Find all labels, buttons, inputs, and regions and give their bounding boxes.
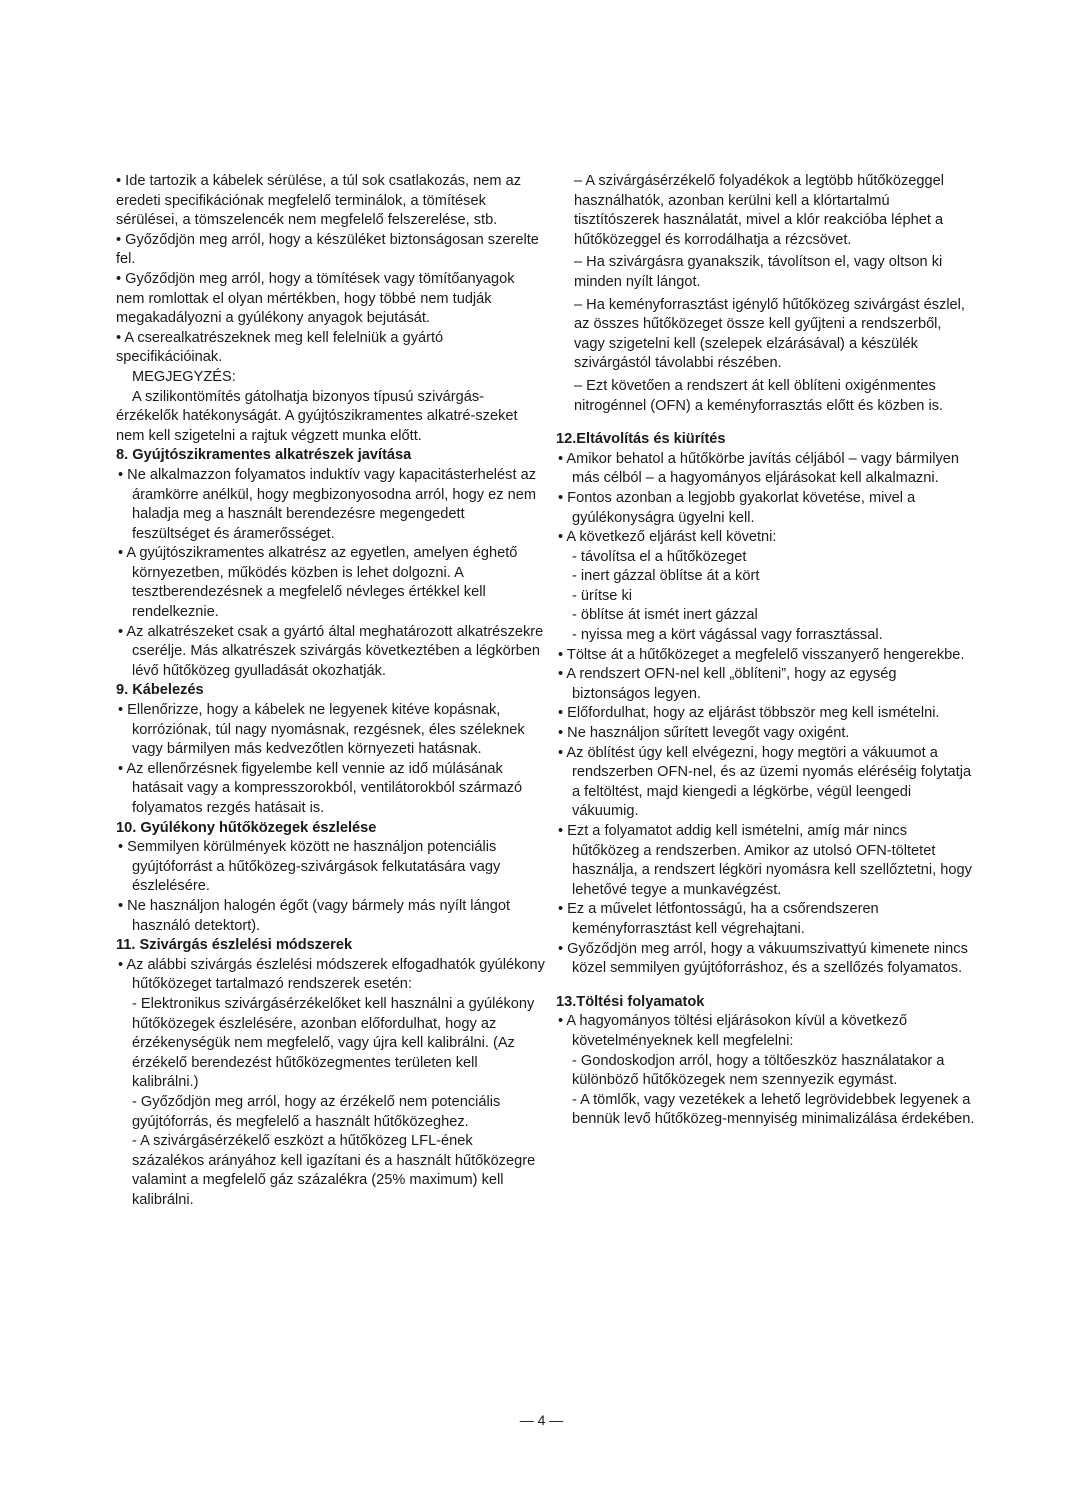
- section-12-heading: 12.Eltávolítás és kiürítés: [556, 431, 726, 448]
- list-subitem: - Gondoskodjon arról, hogy a töltőeszköz használatakor a különböző hűtőközegek nem szennyezik egymást.: [572, 1052, 945, 1089]
- list-item: • Fontos azonban a legjobb gyakorlat követése, mivel a gyúlékonyságra ügyelni kell.: [558, 489, 916, 526]
- list-subitem: - A tömlők, vagy vezetékek a lehető legrövidebbek legyenek a bennük levő hűtőközeg-mennyiség minimalizálása érdekében.: [572, 1091, 975, 1128]
- list-subitem: - A szivárgásérzékelő eszközt a hűtőközeg LFL-ének százalékos arányához kell igazítani és a használt hűtőközegre valamint a megfelelő gáz százalékra (25% maximum) kell kalibrálni.: [132, 1133, 536, 1208]
- list-item: • Ne használjon halogén égőt (vagy bármely más nyílt lángot használó detektort).: [118, 897, 511, 934]
- step-item: - öblítse át ismét inert gázzal: [572, 607, 758, 624]
- list-item: • Ellenőrizze, hogy a kábelek ne legyenek kitéve kopásnak, korróziónak, túl nagy nyomásnak, rezgésnek, éles széleknek vagy bármilyen más kedvezőtlen környezeti hatásnak.: [118, 702, 525, 758]
- list-item: • Előfordulhat, hogy az eljárást többször meg kell ismételni.: [558, 705, 940, 722]
- list-item: • Amikor behatol a hűtőkörbe javítás céljából – vagy bármilyen más célból – a hagyományos eljárásokat kell alkalmazni.: [558, 450, 959, 487]
- step-item: - nyissa meg a kört vágással vagy forrasztással.: [572, 627, 883, 644]
- list-subitem: - Győződjön meg arról, hogy az érzékelő nem potenciális gyújtóforrás, és megfelelő a használt hűtőközeghez.: [132, 1093, 501, 1130]
- left-column: [116, 172, 546, 1210]
- paragraph: • A cserealkatrészeknek meg kell felelniük a gyártó specifikációinak.: [116, 329, 444, 366]
- list-subitem: - Elektronikus szivárgásérzékelőket kell használni a gyúlékony hűtőközegek észlelésére, azonban előfordulhat, hogy az érzékenységük nem megfelelő, vagy újra kell kalibrálni. (Az érzékelő berendezést hűtőközegmentes területen kell kalibrálni.): [132, 995, 535, 1091]
- list-item: • Ne használjon sűrített levegőt vagy oxigént.: [558, 725, 850, 742]
- section-10-heading: 10. Gyúlékony hűtőközegek észlelése: [116, 819, 377, 836]
- dash-paragraph: – Ha keményforrasztást igénylő hűtőközeg szivárgást észlel, az összes hűtőközeget össze kell gyűjteni a rendszerből, vagy szigetelni kell (szelepek elzárásával) a készülék szivárgástól távolabbi részében.: [574, 296, 965, 372]
- section-11-heading: 11. Szivárgás észlelési módszerek: [116, 937, 353, 954]
- list-item: • Győződjön meg arról, hogy a vákuumszivattyú kimenete nincs közel semmilyen gyújtóforráshoz, és a szellőzés folyamatos.: [558, 940, 968, 977]
- list-item: • Az alkatrészeket csak a gyártó által meghatározott alkatrészekre cserélje. Más alkatrészek szivárgás következtében a légkörben lévő hűtőközeg gyulladását okozhatják.: [118, 623, 544, 679]
- paragraph: • Győződjön meg arról, hogy a készüléket biztonságosan szerelte fel.: [116, 231, 539, 268]
- dash-paragraph: – Ezt követően a rendszert át kell öblíteni oxigénmentes nitrogénnel (OFN) a keményforrasztás előtt és közben is.: [574, 377, 944, 414]
- step-item: - inert gázzal öblítse át a kört: [572, 568, 760, 585]
- section-9-heading: 9. Kábelezés: [116, 682, 204, 699]
- list-item: • Semmilyen körülmények között ne használjon potenciális gyújtóforrást a hűtőközeg-szivárgások felkutatására vagy észlelésére.: [118, 839, 501, 895]
- list-item: • Az öblítést úgy kell elvégezni, hogy megtöri a vákuumot a rendszerben OFN-nel, és az üzemi nyomás eléréséig folytatja a feltöltést, majd kiengedi a légkörbe, végül leengedi vákuumig.: [558, 744, 972, 820]
- list-item: • Az ellenőrzésnek figyelembe kell vennie az idő múlásának hatásait vagy a kompresszorokból, ventilátorokból származó folyamatos rezgés hatásait is.: [118, 760, 523, 816]
- page-number: — 4 —: [519, 1412, 564, 1428]
- list-item: • A rendszert OFN-nel kell „öblíteni”, hogy az egység biztonságos legyen.: [558, 666, 897, 702]
- section-8-heading: 8. Gyújtószikramentes alkatrészek javítása: [116, 447, 412, 464]
- list-item: • A következő eljárást kell követni:: [558, 529, 777, 546]
- dash-paragraph: – A szivárgásérzékelő folyadékok a legtöbb hűtőközeggel használhatók, azonban kerülni kell a klórtartalmú tisztítószerek használatát, mivel a klór reakcióba léphet a hűtőközeggel és korrodálhatja a rézcsövet.: [574, 173, 944, 248]
- list-item: • Töltse át a hűtőközeget a megfelelő visszanyerő hengerekbe.: [558, 646, 965, 663]
- list-item: • Ne alkalmazzon folyamatos induktív vagy kapacitásterhelést az áramkörre anélkül, hogy megbizonyosodna arról, hogy ez nem haladja meg a használt berendezésre megengedett feszültséget és áramerősséget.: [118, 466, 536, 542]
- list-item: • Ez a művelet létfontosságú, ha a csőrendszeren keményforrasztást kell végrehajtani.: [558, 901, 879, 937]
- dash-paragraph: – Ha szivárgásra gyanakszik, távolítson el, vagy oltson ki minden nyílt lángot.: [574, 254, 943, 290]
- section-13-heading: 13.Töltési folyamatok: [556, 993, 705, 1010]
- step-item: - ürítse ki: [572, 587, 633, 604]
- list-item: • Ezt a folyamatot addig kell ismételni, amíg már nincs hűtőközeg a rendszerben. Amikor az utolsó OFN-töltetet használja, a rendszert légköri nyomásra kell szellőztetni, hogy lehetővé tegye a munkavégzést.: [558, 823, 972, 898]
- note-label: MEGJEGYZÉS:: [132, 368, 236, 385]
- note-text: A szilikontömítés gátolhatja bizonyos típusú szivárgás-érzékelők hatékonyságát. A gyújtószikramentes alkatré-szeket nem kell szigetelni a rajtuk végzett munka előtt.: [116, 388, 518, 444]
- step-item: - távolítsa el a hűtőközeget: [572, 548, 747, 565]
- list-item: • A hagyományos töltési eljárásokon kívül a következő követelményeknek kell megfelelni:: [558, 1013, 908, 1049]
- paragraph: • Győződjön meg arról, hogy a tömítések vagy tömítőanyagok nem romlottak el olyan mértékben, hogy többé nem tudják megakadályozni a gyúlékony anyagok bejutását.: [116, 270, 515, 327]
- paragraph: • Ide tartozik a kábelek sérülése, a túl sok csatlakozás, nem az eredeti specifikációnak megfelelő terminálok, a tömítések sérülései, a tömszelencék nem megfelelő felszerelése, stb.: [116, 173, 522, 229]
- list-item: • A gyújtószikramentes alkatrész az egyetlen, amelyen éghető környezetben, működés közben is lehet dolgozni. A tesztberendezésnek a megfelelő névleges értékkel kell rendelkeznie.: [118, 545, 518, 621]
- list-item: • Az alábbi szivárgás észlelési módszerek elfogadhatók gyúlékony hűtőközeget tartalmazó rendszerek esetén:: [118, 956, 545, 993]
- right-column: [556, 172, 976, 1130]
